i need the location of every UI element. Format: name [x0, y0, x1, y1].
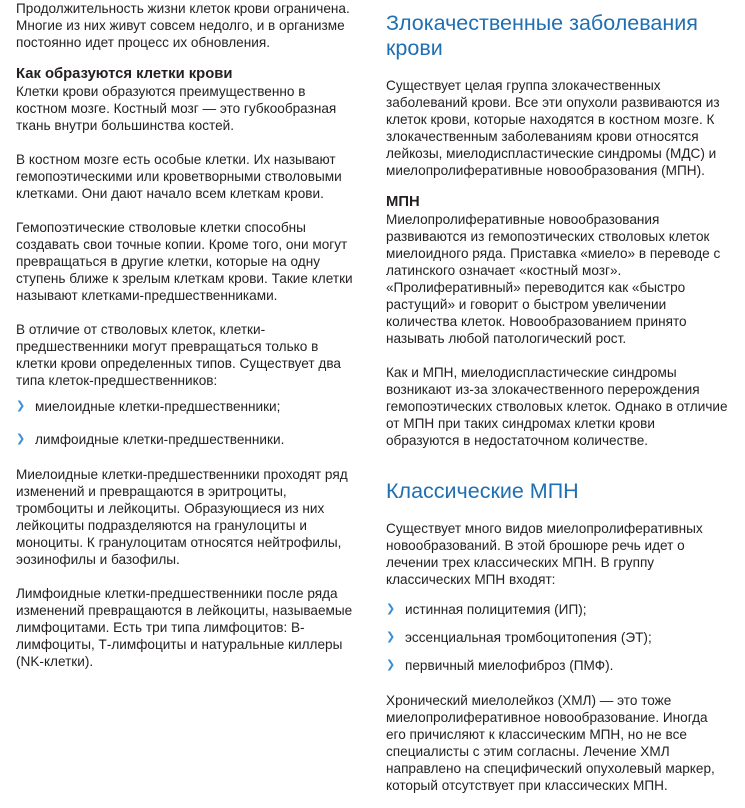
paragraph-progenitors: В отличие от стволовых клеток, клетки-предшественники могут превращаться только в клетки крови определенных типов. Существует два типа клеток-предшественников:: [16, 322, 341, 388]
intro-paragraph: Продолжительность жизни клеток крови ограничена. Многие из них живут совсем недолго, и в организме постоянно идет процесс их обновления.: [16, 1, 350, 50]
chevron-right-icon: ❯: [386, 631, 396, 643]
paragraph-stem-cell-copies: Гемопоэтические стволовые клетки способны создавать свои точные копии. Кроме того, они могут превращаться в другие клетки, которые на одну ступень ближе к зрелым клеткам крови. Такие клетки называют клетками-предшественниками.: [16, 220, 353, 303]
list-item: ❯ миелоидные клетки-предшественники;: [16, 399, 281, 414]
paragraph-mds: Как и МПН, миелодиспластические синдромы возникают из-за злокачественного перерождения гемопоэтических стволовых клеток. Однако в отличие от МПН при таких синдромах клетки крови образуются в недостаточном количестве.: [386, 365, 728, 448]
progenitor-list: [16, 398, 356, 448]
chevron-right-icon: ❯: [16, 400, 26, 412]
list-item: ❯ лимфоидные клетки-предшественники.: [16, 432, 285, 447]
list-item: ❯ первичный миелофиброз (ПМФ).: [386, 658, 614, 673]
heading-malignant-diseases: Злокачественные заболевания крови: [386, 11, 698, 60]
list-item: ❯ истинная полицитемия (ИП);: [386, 602, 587, 617]
list-item: ❯ эссенциальная тромбоцитопения (ЭТ);: [386, 630, 652, 645]
heading-classic-mpn: Классические МПН: [386, 479, 579, 503]
paragraph-malignant: Существует целая группа злокачественных заболеваний крови. Все эти опухоли развиваются из клеток крови, которые находятся в костном мозге. К злокачественным заболеваниям крови относятся лейкозы, миелодиспластические синдромы (МДС) и миелопролиферативные новообразования (МПН).: [386, 78, 720, 178]
right-column: [386, 0, 731, 794]
paragraph-cml: Хронический миелолейкоз (ХМЛ) — это тоже миелопролиферативное новообразование. Иногда его причисляют к классическим МПН, но не все специалисты с этим согласны. Лечение ХМЛ направлено на специфический опухолевый маркер, который отсутствует при классических МПН.: [386, 693, 715, 793]
chevron-right-icon: ❯: [386, 603, 396, 615]
chevron-right-icon: ❯: [386, 659, 396, 671]
paragraph-lymphoid: Лимфоидные клетки-предшественники после ряда изменений превращаются в лейкоциты, называемые лимфоцитами. Есть три типа лимфоцитов: В-лимфоциты, Т-лимфоциты и натуральные киллеры (NK-клетки).: [16, 586, 353, 669]
heading-mpn: МПН: [386, 194, 420, 210]
paragraph-classic-mpn: Существует много видов миелопролиферативных новообразований. В этой брошюре речь идет о лечении трех классических МПН. В группу классических МПН входят:: [386, 521, 703, 587]
heading-blood-cell-formation: Как образуются клетки крови: [16, 66, 233, 82]
classic-mpn-list: [386, 601, 731, 674]
paragraph-myeloid: Миелоидные клетки-предшественники проходят ряд изменений и превращаются в эритроциты, тромбоциты и лейкоциты. Образующиеся из них лейкоциты подразделяются на гранулоциты и моноциты. К гранулоцитам относятся нейтрофилы, эозинофилы и базофилы.: [16, 467, 348, 567]
left-column: [16, 0, 356, 670]
chevron-right-icon: ❯: [16, 433, 26, 445]
paragraph-mpn-definition: Миелопролиферативные новообразования развиваются из гемопоэтических стволовых клеток миелоидного ряда. Приставка «миело» в переводе с латинского означает «костный мозг». «Пролиферативный» переводится как «быстро растущий» и говорит о быстром увеличении количества клеток. Новообразованием принято называть любой патологический рост.: [386, 212, 721, 346]
paragraph-bone-marrow: Клетки крови образуются преимущественно в костном мозге. Костный мозг — это губкообразная ткань внутри большинства костей.: [16, 84, 337, 133]
paragraph-stem-cells: В костном мозге есть особые клетки. Их называют гемопоэтическими или кроветворными стволовыми клетками. Они дают начало всем клеткам крови.: [16, 152, 342, 201]
